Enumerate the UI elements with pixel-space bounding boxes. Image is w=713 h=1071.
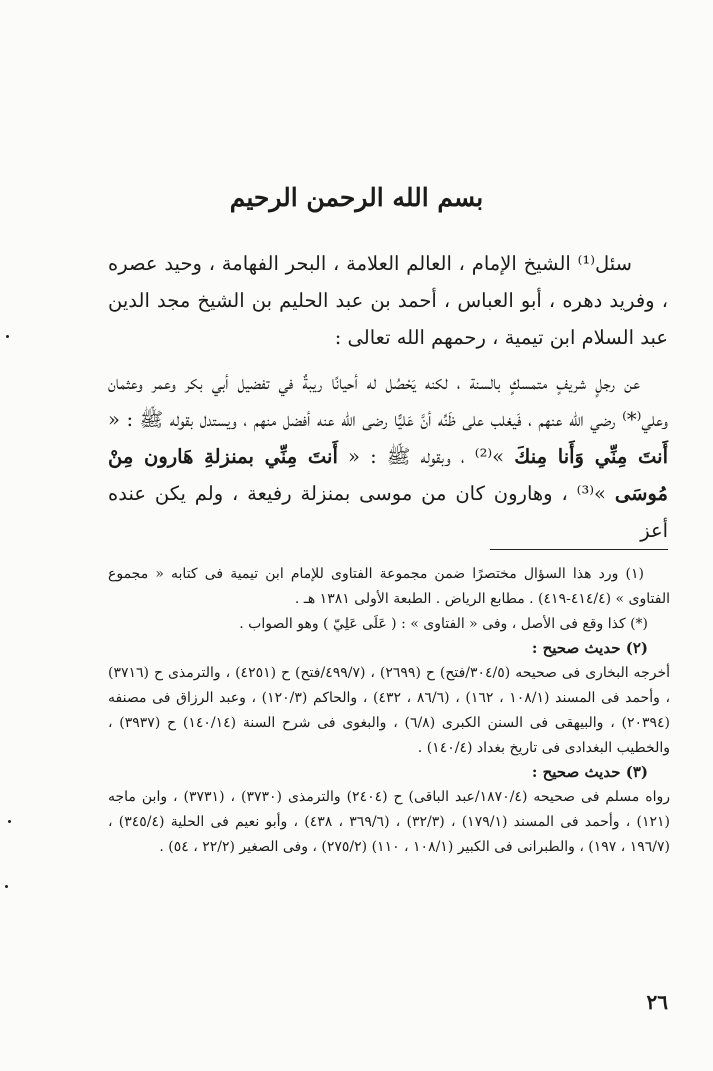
footnote-3-body: رواه مسلم فى صحيحه (١٨٧٠/٤/عبد الباقى) ح (٢٤٠٤) والترمذى (٣٧٣٠) ، (٣٧٣١) ، وابن ماجه (١٢١) ، وأحمد فى المسند (١٧٩/١) ، (٣٢/٣) ، (٣٦٩/٦ ، ٤٣٨) ، وأبو نعيم فى الحلية (٣٤٥/٤) ، (١٩٦/٧ ، ١٩٧) ، والطبرانى فى الكبير (١٠٨/١ ، ١١٠) (٢٧٥/٢) ، وفى الصغير (٢٢/٢ ، ٥٤) . — [108, 789, 671, 855]
basmala-heading: بسم الله الرحمن الرحيم — [229, 183, 484, 212]
page-number: ٢٦ — [646, 990, 668, 1014]
footnote-1: (١) ورد هذا السؤال مختصرًا ضمن مجموعة الفتاوى للإمام ابن تيمية فى كتابه « مجموع الفتاوى » (٤١٤/٤-٤١٩) . مطابع الرياض . الطبعة الأولى ١٣٨١ هـ . — [108, 566, 670, 607]
scan-speck — [5, 885, 8, 888]
question-body-paragraph — [108, 364, 668, 549]
footnote-2-body: أخرجه البخارى فى صحيحه (٣٠٤/٥/فتح) ح (٢٦٩٩) ، (٤٩٩/٧/فتح) ح (٤٢٥١) ، والترمذى ح (٣٧١٦) ، وأحمد فى المسند (١٠٨/١ ، ١٦٢) ، (٨٦/٦ ، ٤٣٢) ، والحاكم (١٢٠/٣) ، وعبد الرزاق فى مصنفه (٢٠٣٩٤) ، والبيهقى فى السنن الكبرى (٦/٨) ، والبغوى فى شرح السنة (١٤٠/١٤) ح (٣٩٣٧) ، والخطيب البغدادى فى تاريخ بغداد (١٤٠/٤) . — [108, 665, 671, 756]
question-intro-paragraph: سئل⁽¹⁾ الشيخ الإمام ، العالم العلامة ، البحر الفهامة ، وحيد عصره ، وفريد دهره ، أبو العباس ، أحمد بن عبد الحليم بن الشيخ مجد الدين عبد السلام ابن تيمية ، رحمهم الله تعالى : — [108, 252, 668, 349]
scan-speck — [6, 335, 9, 338]
hadith-quote-2: أَنتَ مِنِّي بمنزلةِ هَارون مِنْ مُوسَى — [108, 445, 668, 505]
question-text-part3: »⁽³⁾ ، وهارون كان من موسى بمنزلة رفيعة ، ولم يكن عنده أعز — [108, 482, 668, 542]
main-text — [108, 245, 668, 549]
scan-speck — [8, 820, 11, 823]
footnote-2-heading: (٢) حديث صحيح : — [531, 639, 648, 658]
question-text-part1: عن رجلٍ شريفٍ متمسكٍ بالسنة ، لكنه يَحْصُل له أحيانًا ريبةٌ في تفضيل أبي بكر وعمر وعثمان وعلي⁽*⁾ رضي الله عنهم ، فَيغلب على ظَنِّه أنَّ عَليًّا رضى الله عنه أفضل منهم ، ويستدل بقوله ﷺ : « — [108, 371, 668, 431]
hadith-quote-1: أَنتَ مِنِّي وَأَنا مِنكَ — [514, 445, 668, 468]
footnote-separator-line — [490, 549, 668, 550]
question-text-part2: »⁽²⁾ ، وبقوله ﷺ : « — [337, 445, 515, 468]
footnotes-section — [108, 562, 670, 860]
footnote-3-heading: (٣) حديث صحيح : — [531, 763, 648, 782]
footnote-star: (*) كذا وقع فى الأصل ، وفى « الفتاوى » : ( عَلَى عَلِيّ ) وهو الصواب . — [239, 615, 648, 632]
